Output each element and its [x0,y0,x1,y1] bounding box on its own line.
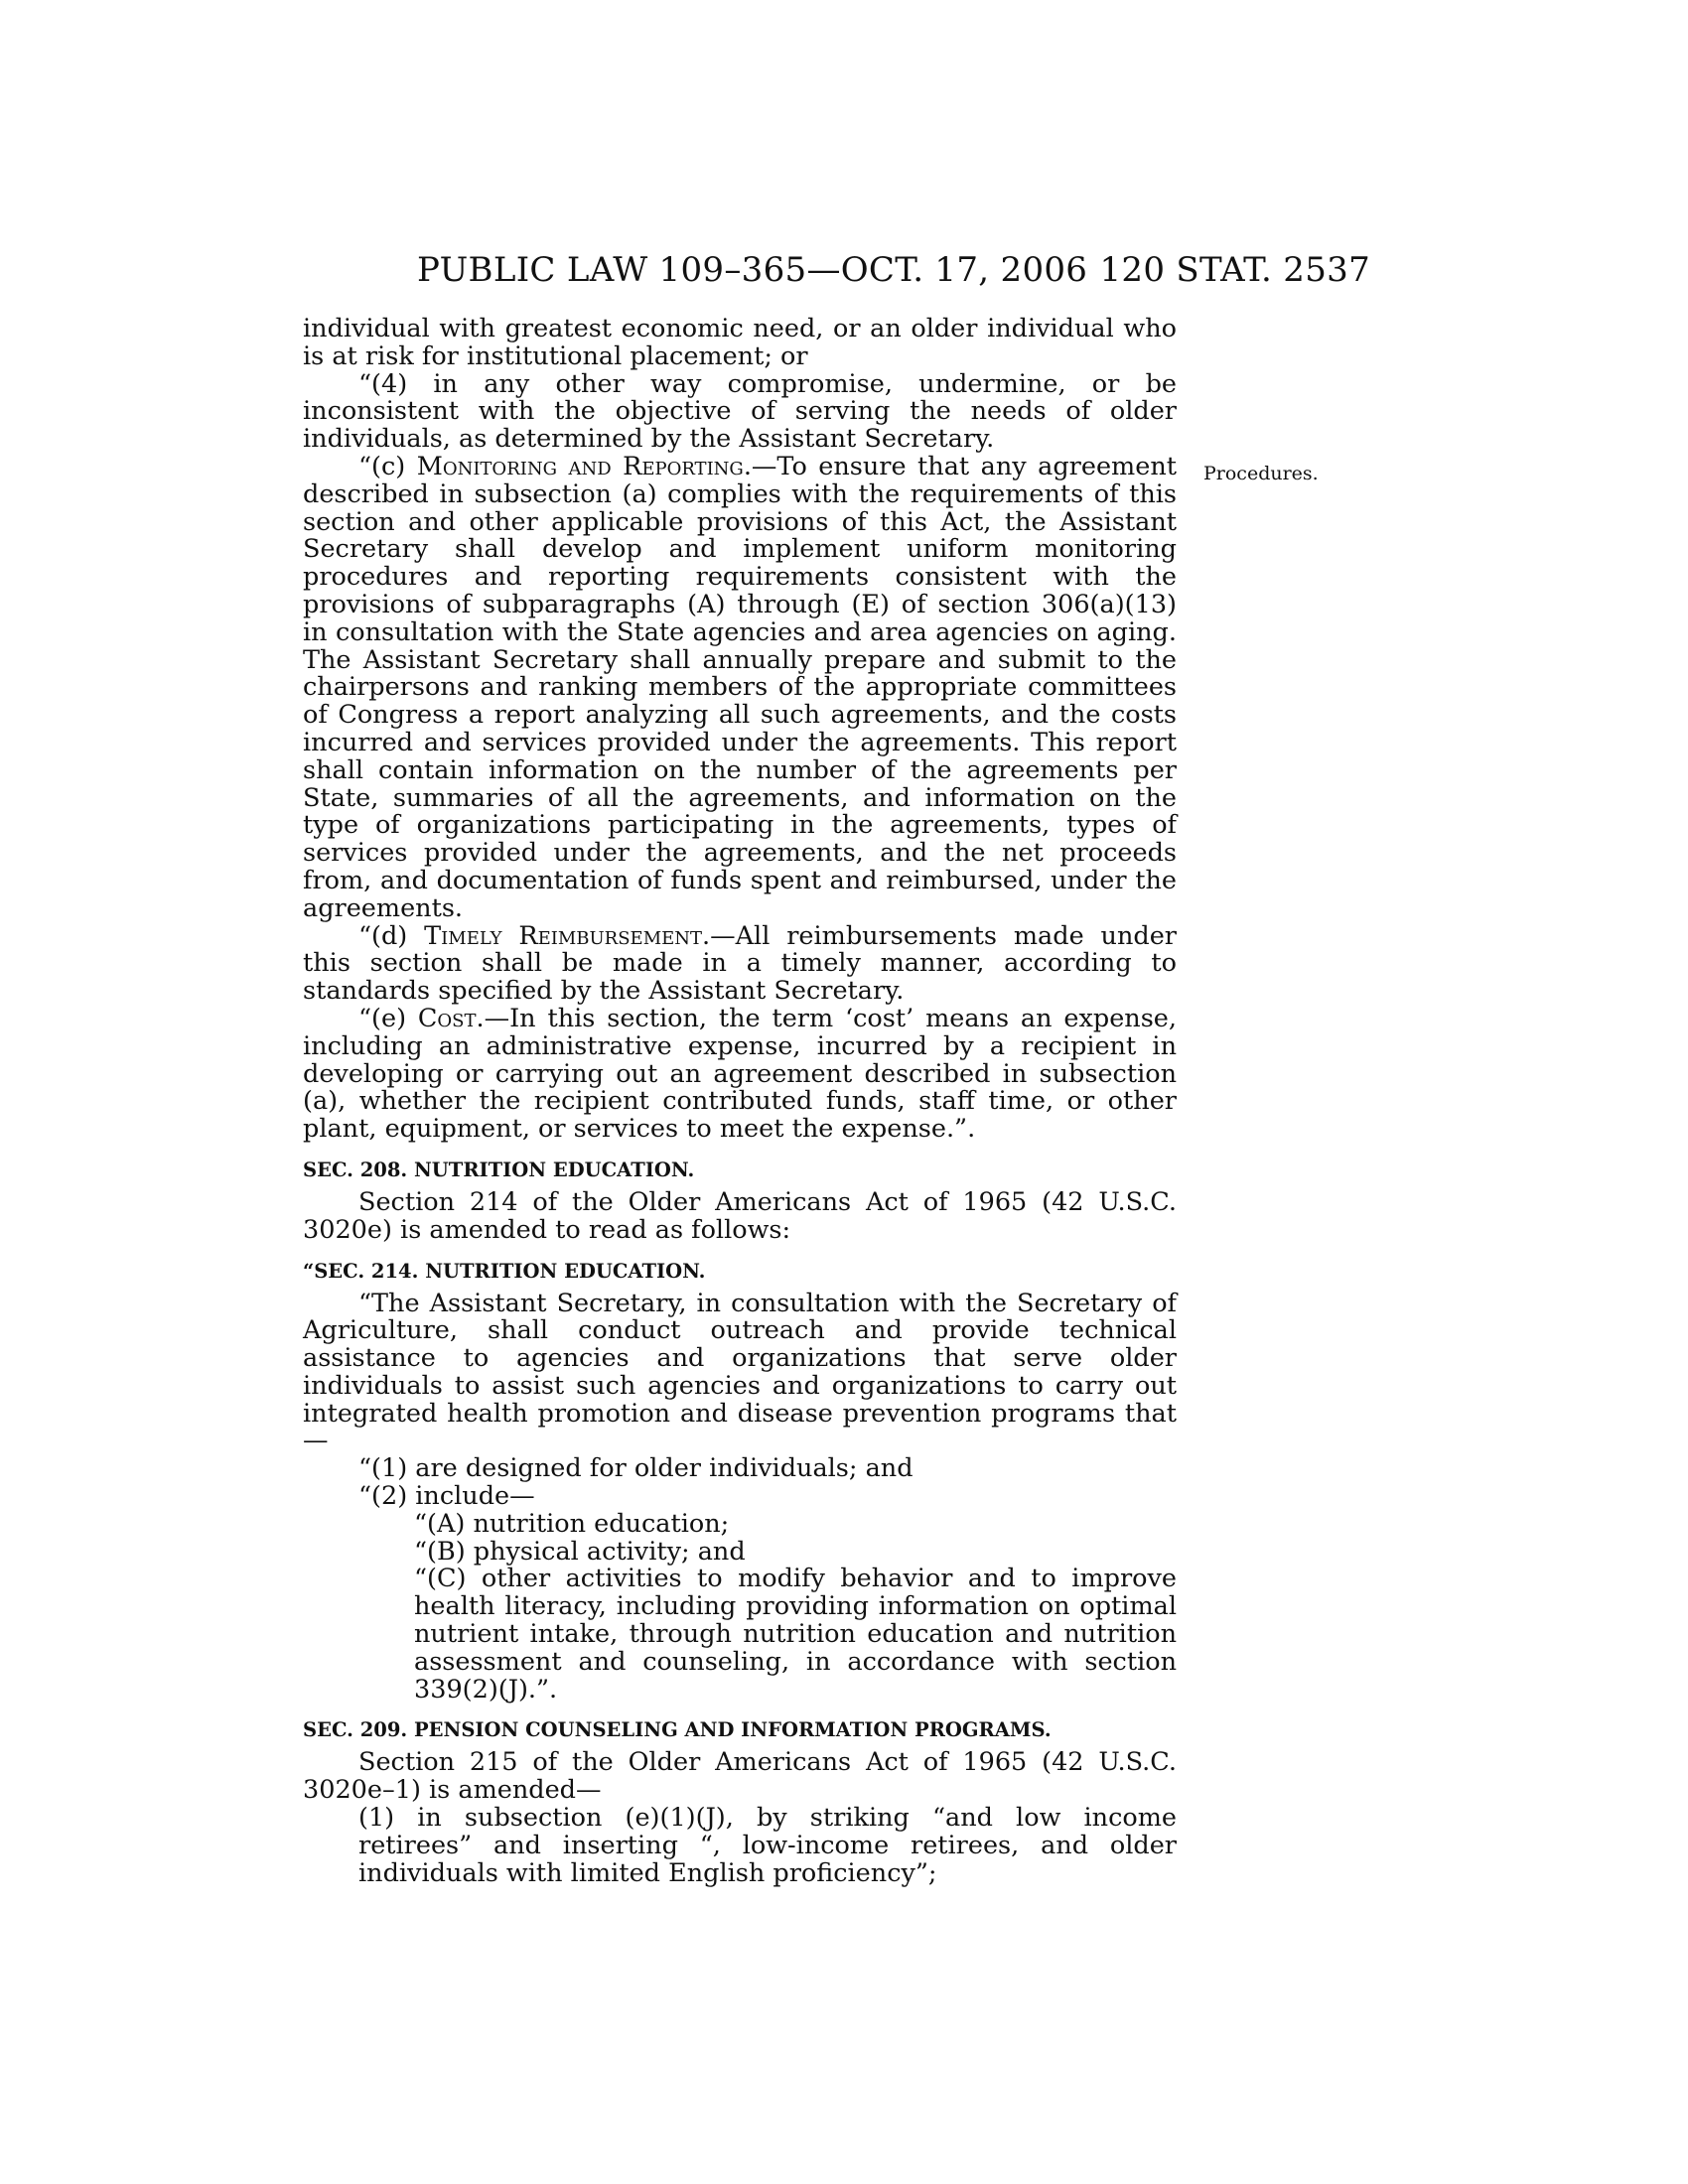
subsection-d-text: .—All reimbursements made under this section shall be made in a timely manner, according to standards specified by the Assistant Secretary. [303,920,1178,1007]
section-209-text: Section 215 of the Older Americans Act of 1965 (42 U.S.C. 3020e–1) is amended— [303,1747,1177,1806]
subsection-d-lead: “(d) [358,920,425,951]
paragraph-continuation: individual with greatest economic need, or an older individual who is at risk for institutional placement; or [303,314,1177,371]
subsection-e-text: .—In this section, the term ‘cost’ means an expense, including an administrative expense, incurred by a recipient in developing or carrying out an agreement described in subsection (a), whether the recipient contributed funds, staff time, or other plant, equipment, or services to meet the expense.”. [303,1003,1177,1145]
subsection-c-text: .—To ensure that any agreement described in subsection (a) complies with the requirements of this section and other applicable provisions of this Act, the Assistant Secretary shall develop and implement uniform monitoring procedures and reporting requirements consistent with the provisions of subparagraphs (A) through (E) of section 306(a)(13) in consultation with the State agencies and area agencies on aging. The Assistant Secretary shall annually prepare and submit to the chairpersons and ranking members of the appropriate committees of Congress a report analyzing all such agreements, and the costs incurred and services provided under the agreements. This report shall contain information on the number of the agreements per State, summaries of all the agreements, and information on the type of organizations participating in the agreements, types of services provided under the agreements, and the net proceeds from, and documentation of funds spent and reimbursed, under the agreements. [303,451,1177,923]
item-2a: “(A) nutrition education; [414,1508,730,1539]
section-heading-208: SEC. 208. NUTRITION EDUCATION. [303,1158,695,1181]
subsection-c-heading: Monitoring and Reporting [416,451,744,481]
header-stat-page: 120 STAT. 2537 [1099,250,1370,290]
header-public-law: PUBLIC LAW 109–365—OCT. 17, 2006 [417,250,1088,290]
running-header [417,250,1370,290]
document-body [303,316,1177,1887]
subsection-e [303,1003,1177,1145]
item-1: “(1) are designed for older individuals; and [358,1453,914,1484]
subsection-e-heading: Cost [417,1003,477,1033]
paragraph-4: “(4) in any other way compromise, undermine, or be inconsistent with the objective of serving the needs of older individuals, as determined by the Assistant Secretary. [303,368,1177,455]
section-209-item-1: (1) in subsection (e)(1)(J), by striking “and low income retirees” and inserting “, low-income retirees, and older individuals with limited English proficiency”; [358,1803,1177,1888]
section-heading-209: SEC. 209. PENSION COUNSELING AND INFORMATION PROGRAMS. [303,1718,1052,1742]
item-2b: “(B) physical activity; and [414,1536,746,1567]
item-2c: “(C) other activities to modify behavior and to improve health literacy, including providing information on optimal nutrient intake, through nutrition education and nutrition assessment and counseling, in accordance with section 339(2)(J).”. [414,1564,1177,1705]
subsection-e-lead: “(e) [358,1003,418,1033]
section-heading-214: “SEC. 214. NUTRITION EDUCATION. [303,1259,706,1283]
section-208-text: Section 214 of the Older Americans Act of 1965 (42 U.S.C. 3020e) is amended to read as follows: [303,1186,1177,1245]
subsection-c [303,451,1177,923]
margin-note: Procedures. [1203,463,1319,484]
subsection-c-lead: “(c) [358,451,417,481]
section-214-text: “The Assistant Secretary, in consultation with the Secretary of Agriculture, shall conduct outreach and provide technical assistance to agencies and organizations that serve older individuals to assist such agencies and organizations to carry out integrated health promotion and disease prevention programs that— [303,1288,1177,1456]
subsection-d-heading: Timely Reimbursement [424,920,703,951]
item-2: “(2) include— [358,1481,535,1512]
subsection-d [303,920,1178,1007]
